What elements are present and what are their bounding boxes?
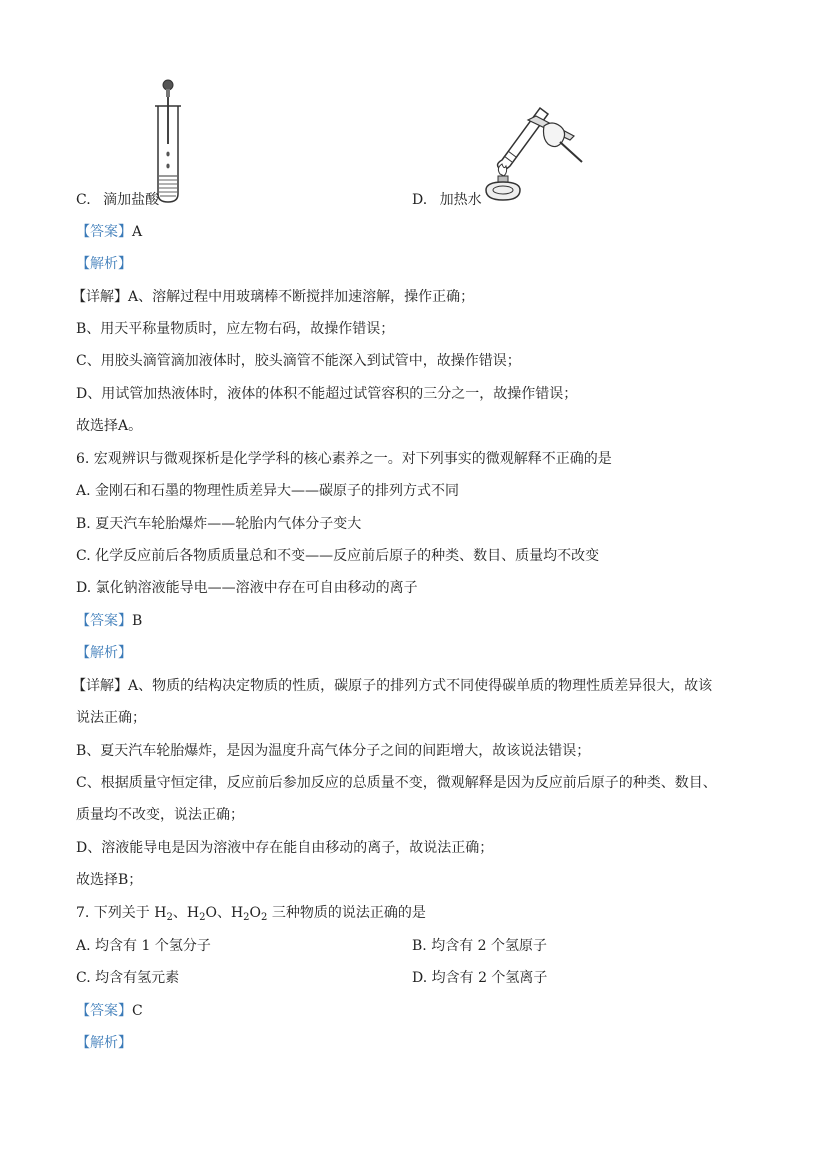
answer-value: C xyxy=(132,1003,143,1019)
q6-detail-c-cont: 质量均不改变，说法正确； xyxy=(76,807,244,823)
q6-detail-b: B、夏天汽车轮胎爆炸，是因为温度升高气体分子之间的间距增大，故该说法错误； xyxy=(76,743,591,759)
option-d xyxy=(412,190,482,210)
q7-answer xyxy=(76,1001,143,1021)
answer-value: B xyxy=(132,613,143,629)
dropper-test-tube-icon xyxy=(150,76,186,204)
option-c-text: 滴加盐酸 xyxy=(103,192,160,208)
option-c xyxy=(76,190,159,210)
q6-detail-c: C、根据质量守恒定律，反应前后参加反应的总质量不变，微观解释是因为反应前后原子的种类、数目、 xyxy=(76,775,717,791)
q6-answer xyxy=(76,611,142,631)
q7-stem-suffix: 三种物质的说法正确的是 xyxy=(267,905,426,921)
formula-h2: $H_2$ xyxy=(154,905,173,923)
q7-option-a: A. 均含有 1 个氢分子 xyxy=(76,938,211,954)
heating-test-tube-icon xyxy=(478,98,588,204)
q6-option-d: D. 氯化钠溶液能导电——溶液中存在可自由移动的离子 xyxy=(76,580,418,596)
q7-stem-prefix: 7. 下列关于 xyxy=(76,905,155,921)
option-c-label: C. xyxy=(76,192,91,208)
detail-text: A、溶解过程中用玻璃棒不断搅拌加速溶解，操作正确； xyxy=(128,289,475,305)
q5-detail-c: C、用胶头滴管滴加液体时，胶头滴管不能深入到试管中，故操作错误； xyxy=(76,353,521,369)
q6-conclusion: 故选择B； xyxy=(76,872,143,888)
q5-detail-d: D、用试管加热液体时，液体的体积不能超过试管容积的三分之一，故操作错误； xyxy=(76,386,578,402)
detail-text: A、物质的结构决定物质的性质，碳原子的排列方式不同使得碳单质的物理性质差异很大，故该 xyxy=(128,678,713,694)
formula-h2o: $H_2O$ xyxy=(186,905,217,923)
answer-tag: 【答案】 xyxy=(76,1003,132,1019)
q7-option-b: B. 均含有 2 个氢原子 xyxy=(412,938,547,954)
q5-analysis xyxy=(76,254,132,274)
q6-option-c: C. 化学反应前后各物质质量总和不变——反应前后原子的种类、数目、质量均不改变 xyxy=(76,548,600,564)
q6-detail-d: D、溶液能导电是因为溶液中存在能自由移动的离子，故说法正确； xyxy=(76,840,494,856)
formula-h2o2: $H_2O_2$ xyxy=(230,905,268,923)
detail-tag: 【详解】 xyxy=(72,289,128,305)
q5-answer xyxy=(76,222,142,242)
option-d-text: 加热水 xyxy=(439,192,482,208)
option-d-label: D. xyxy=(412,192,428,208)
q7-stem: 7. 下列关于 $H_2$、$H_2O$、$H_2O_2$ 三种物质的说法正确的是 xyxy=(76,905,426,923)
analysis-tag: 【解析】 xyxy=(76,256,132,272)
q6-stem: 6. 宏观辨识与微观探析是化学学科的核心素养之一。对下列事实的微观解释不正确的是 xyxy=(76,451,612,467)
q5-detail-a xyxy=(72,287,474,307)
q7-analysis xyxy=(76,1033,132,1053)
q6-option-a: A. 金刚石和石墨的物理性质差异大——碳原子的排列方式不同 xyxy=(76,483,460,499)
detail-tag: 【详解】 xyxy=(72,678,128,694)
q7-option-d: D. 均含有 2 个氢离子 xyxy=(412,970,548,986)
answer-tag: 【答案】 xyxy=(76,224,132,240)
analysis-tag: 【解析】 xyxy=(76,645,132,661)
q6-analysis xyxy=(76,643,132,663)
q6-detail-a-cont: 说法正确； xyxy=(76,710,146,726)
q6-detail-a xyxy=(72,676,712,696)
q7-option-c: C. 均含有氢元素 xyxy=(76,970,180,986)
q5-conclusion: 故选择A。 xyxy=(76,418,143,434)
answer-tag: 【答案】 xyxy=(76,613,132,629)
q6-option-b: B. 夏天汽车轮胎爆炸——轮胎内气体分子变大 xyxy=(76,516,362,532)
answer-value: A xyxy=(132,224,143,240)
q5-detail-b: B、用天平称量物质时，应左物右码，故操作错误； xyxy=(76,321,395,337)
analysis-tag: 【解析】 xyxy=(76,1035,132,1051)
